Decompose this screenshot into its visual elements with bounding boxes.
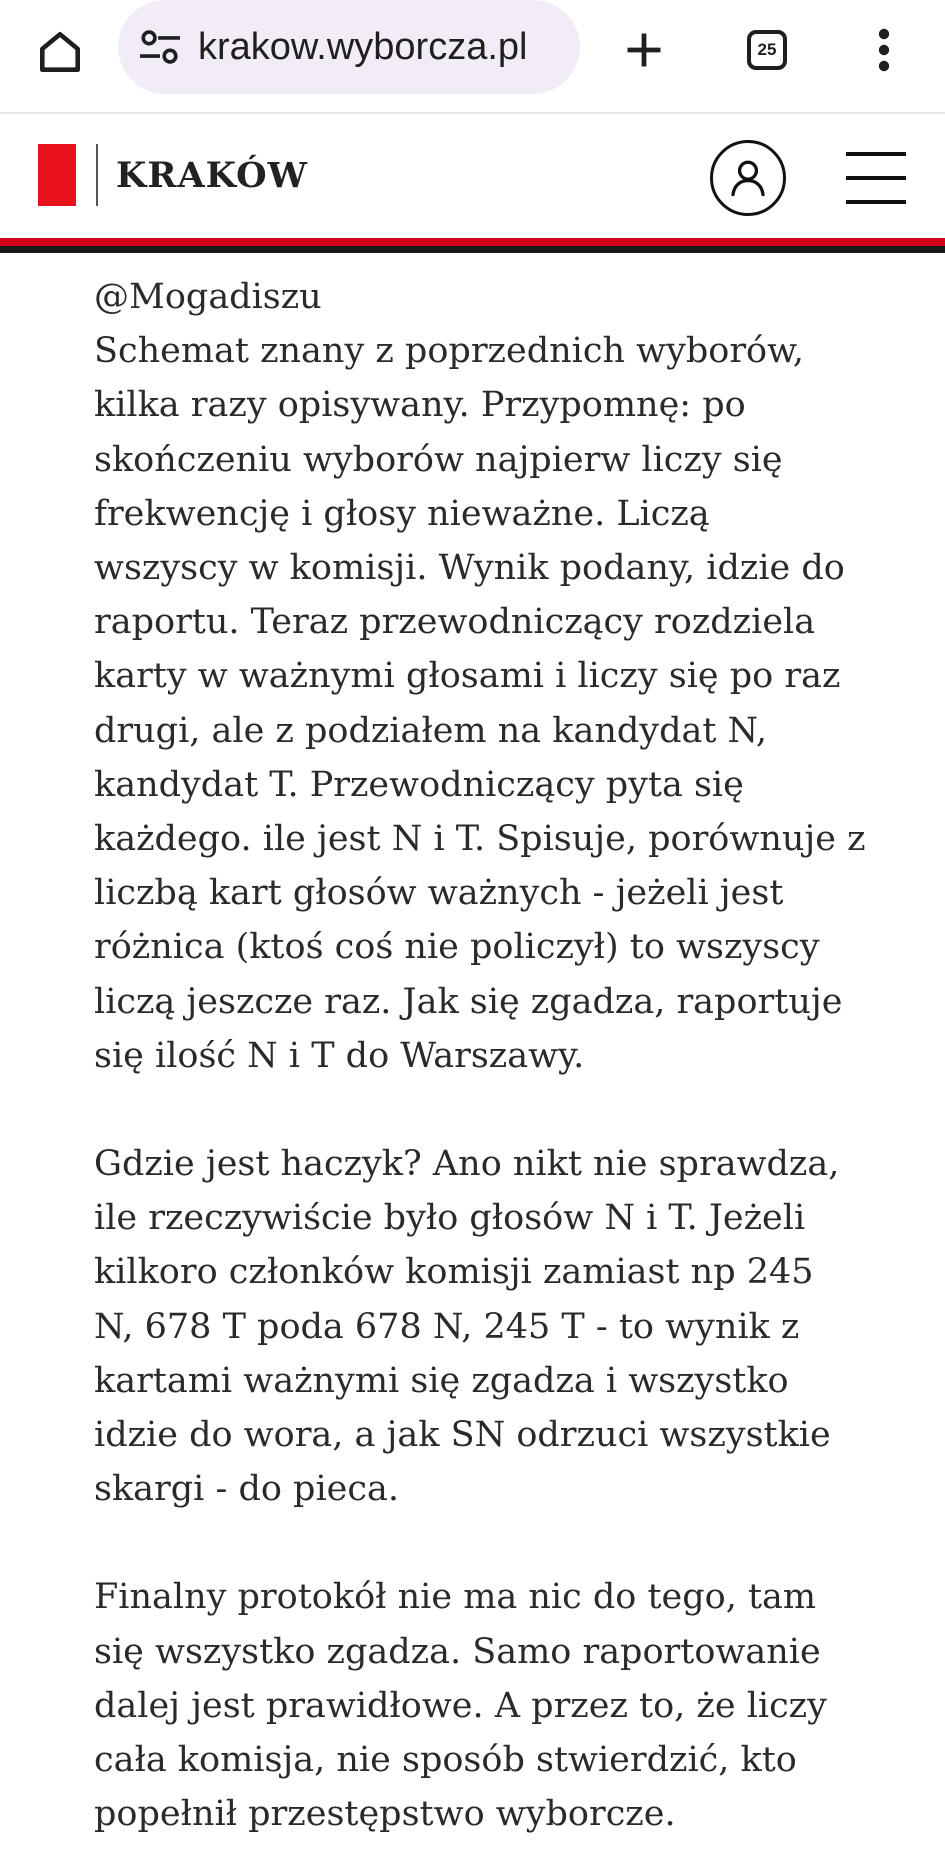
hamburger-icon-line — [846, 176, 906, 180]
comment-body — [94, 270, 929, 1841]
comment-line: idzie do wora, a jak SN odrzuci wszystkie — [94, 1415, 831, 1456]
comment-line: skargi - do pieca. — [94, 1469, 399, 1510]
more-vert-icon — [877, 28, 891, 72]
comment-author-handle: @Mogadiszu — [94, 277, 322, 317]
comment-line: Gdzie jest haczyk? Ano nikt nie sprawdza, — [94, 1144, 840, 1185]
home-icon — [35, 27, 85, 77]
new-tab-button[interactable] — [612, 18, 676, 82]
comment-line: dalej jest prawidłowe. A przez to, że liczy — [94, 1685, 827, 1726]
user-account-button[interactable] — [710, 140, 786, 216]
comment-line: karty w ważnymi głosami i liczy się po raz — [94, 656, 841, 697]
comment-paragraph — [94, 1137, 929, 1516]
comment-paragraph — [94, 1570, 929, 1841]
comment-line: kilka razy opisywany. Przypomnę: po — [94, 385, 746, 426]
comment-line: ile rzeczywiście było głosów N i T. Jeżeli — [94, 1198, 806, 1239]
comment-line: liczą jeszcze raz. Jak się zgadza, raportuje — [94, 981, 843, 1022]
browser-menu-button[interactable] — [856, 18, 912, 82]
comment-line: się ilość N i T do Warszawy. — [94, 1035, 585, 1076]
comment-line: kandydat T. Przewodniczący pyta się — [94, 764, 744, 805]
hamburger-icon — [846, 152, 906, 156]
home-button[interactable] — [28, 20, 92, 84]
comment-line: kartami ważnymi się zgadza i wszystko — [94, 1360, 789, 1401]
hamburger-icon-line — [846, 200, 906, 204]
comment-line: popełnił przestępstwo wyborcze. — [94, 1794, 676, 1835]
comment-line: raportu. Teraz przewodniczący rozdziela — [94, 602, 816, 643]
comment-line: drugi, ale z podziałem na kandydat N, — [94, 710, 768, 751]
site-header — [0, 114, 945, 238]
logo-divider — [96, 144, 98, 206]
comment-line: Schemat znany z poprzednich wyborów, — [94, 331, 805, 372]
tab-switcher-button[interactable] — [735, 18, 799, 82]
address-bar[interactable] — [118, 0, 580, 94]
comment-line: różnica (ktoś coś nie policzył) to wszyscy — [94, 927, 820, 968]
site-menu-button[interactable] — [846, 152, 906, 204]
tab-count: 25 — [747, 30, 787, 70]
comment-line: każdego. ile jest N i T. Spisuje, porównuje z — [94, 819, 866, 860]
paragraph-gap — [94, 1083, 929, 1137]
comment-line: liczbą kart głosów ważnych - jeżeli jest — [94, 873, 784, 914]
comment-line: skończeniu wyborów najpierw liczy się — [94, 439, 783, 480]
header-black-rule — [0, 246, 945, 253]
plus-icon — [622, 28, 666, 72]
paragraph-gap — [94, 1516, 929, 1570]
tune-icon[interactable] — [138, 27, 182, 67]
brand-logo[interactable] — [38, 144, 76, 206]
comment-line: cała komisja, nie sposób stwierdzić, kto — [94, 1740, 797, 1781]
user-icon — [726, 156, 770, 200]
comment-paragraph — [94, 324, 929, 1083]
comment-line: frekwencję i głosy nieważne. Liczą — [94, 493, 710, 534]
comment-line: wszyscy w komisji. Wynik podany, idzie do — [94, 548, 845, 589]
comment-line: kilkoro członków komisji zamiast np 245 — [94, 1252, 814, 1293]
comment-line: Finalny protokół nie ma nic do tego, tam — [94, 1577, 817, 1618]
browser-toolbar — [0, 0, 945, 114]
comment-paragraphs — [94, 324, 929, 1841]
section-title[interactable]: KRAKÓW — [116, 155, 308, 196]
comment-line: N, 678 T poda 678 N, 245 T - to wynik z — [94, 1306, 800, 1347]
header-red-rule — [0, 238, 945, 246]
comment-line: się wszystko zgadza. Samo raportowanie — [94, 1631, 821, 1672]
url-text[interactable]: krakow.wyborcza.pl — [198, 26, 528, 68]
